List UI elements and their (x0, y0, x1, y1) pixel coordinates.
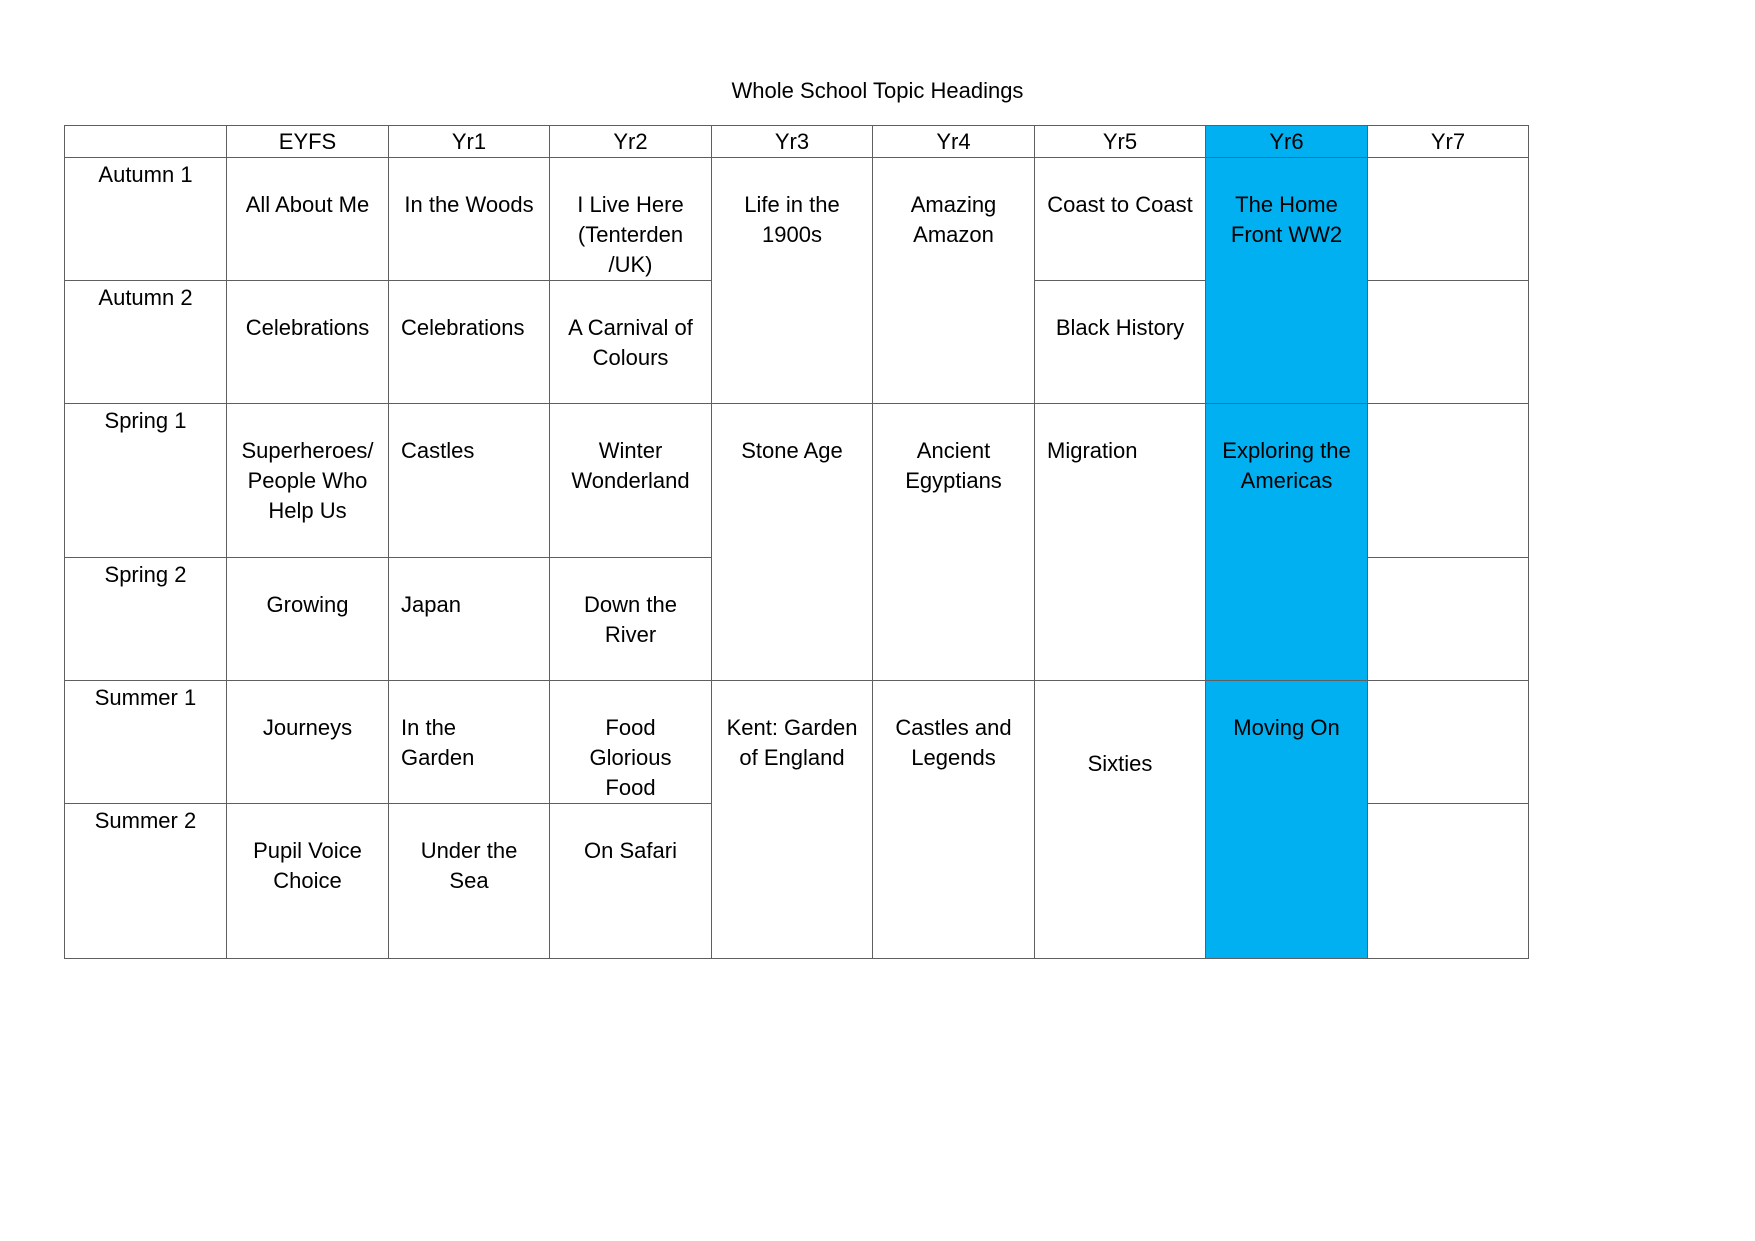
header-yr3: Yr3 (712, 126, 873, 158)
topic-eyfs-spring-2 (227, 558, 389, 681)
topic-text: Castles and Legends (895, 715, 1012, 770)
topic-text: Celebrations (401, 315, 525, 340)
topic-text: On Safari (584, 838, 677, 863)
header-eyfs: EYFS (227, 126, 389, 158)
topic-eyfs-summer-1 (227, 681, 389, 804)
topic-yr5-autumn-1 (1035, 158, 1206, 281)
topic-yr3-summer (712, 681, 873, 959)
topic-eyfs-spring-1 (227, 404, 389, 558)
topic-text: All About Me (245, 192, 370, 217)
term-label: Summer 2 (94, 808, 197, 833)
topic-yr2-autumn-2 (550, 281, 712, 404)
topic-yr4-spring (873, 404, 1035, 681)
topic-text: Japan (401, 592, 461, 617)
topic-yr1-spring-2 (389, 558, 550, 681)
topic-yr7-spring-1 (1368, 404, 1529, 558)
topic-yr7-summer-1 (1368, 681, 1529, 804)
topic-yr2-summer-2 (550, 804, 712, 959)
topic-text: Migration (1047, 438, 1138, 463)
topic-yr1-autumn-2 (389, 281, 550, 404)
topic-text: Stone Age (741, 438, 843, 463)
topic-text: Celebrations (245, 315, 370, 340)
header-yr6: Yr6 (1206, 126, 1368, 158)
header-yr1: Yr1 (389, 126, 550, 158)
header-yr2: Yr2 (550, 126, 712, 158)
topic-text: Under the Sea (420, 838, 518, 893)
term-label: Autumn 2 (98, 285, 193, 310)
header-yr5: Yr5 (1035, 126, 1206, 158)
table-row (65, 158, 1529, 281)
topic-yr5-autumn-2 (1035, 281, 1206, 404)
topic-text: The Home Front WW2 (1230, 192, 1343, 247)
topic-text: Exploring the Americas (1222, 438, 1351, 493)
topic-text: Superheroes/ People Who Help Us (241, 438, 374, 523)
term-summer-2 (65, 804, 227, 959)
topic-text: Winter Wonderland (571, 438, 690, 493)
topic-eyfs-summer-2 (227, 804, 389, 959)
topic-text: A Carnival of Colours (568, 315, 693, 370)
header-corner (65, 126, 227, 158)
topic-text: I Live Here (Tenterden /UK) (577, 192, 684, 277)
term-spring-2 (65, 558, 227, 681)
term-label: Spring 2 (104, 562, 187, 587)
topic-text: Sixties (1087, 751, 1153, 776)
table-row (65, 404, 1529, 558)
topic-yr1-autumn-1 (389, 158, 550, 281)
topic-yr2-spring-2 (550, 558, 712, 681)
header-yr4: Yr4 (873, 126, 1035, 158)
topic-text: In the Woods (404, 192, 534, 217)
topic-yr1-summer-1 (389, 681, 550, 804)
topic-text: Journeys (262, 715, 353, 740)
topic-text: Coast to Coast (1047, 192, 1193, 217)
topic-yr1-spring-1 (389, 404, 550, 558)
term-spring-1 (65, 404, 227, 558)
topic-yr2-summer-1 (550, 681, 712, 804)
header-row (65, 126, 1529, 158)
topic-yr2-autumn-1 (550, 158, 712, 281)
term-label: Spring 1 (104, 408, 187, 433)
topic-text: Life in the 1900s (744, 192, 840, 247)
topic-yr7-spring-2 (1368, 558, 1529, 681)
topic-yr1-summer-2 (389, 804, 550, 959)
topic-yr6-spring (1206, 404, 1368, 681)
topic-yr7-autumn-1 (1368, 158, 1529, 281)
term-label: Summer 1 (94, 685, 197, 710)
topic-yr7-autumn-2 (1368, 281, 1529, 404)
topic-text: Growing (266, 592, 349, 617)
topic-text: Moving On (1233, 715, 1340, 740)
topic-text: Amazing Amazon (910, 192, 997, 247)
topic-text: Black History (1055, 315, 1185, 340)
topic-yr3-spring (712, 404, 873, 681)
topic-eyfs-autumn-2 (227, 281, 389, 404)
topic-yr7-summer-2 (1368, 804, 1529, 959)
topic-text: Castles (401, 438, 475, 463)
term-autumn-2 (65, 281, 227, 404)
topic-yr6-summer (1206, 681, 1368, 959)
topic-yr3-autumn (712, 158, 873, 404)
topic-table (64, 125, 1529, 959)
term-autumn-1 (65, 158, 227, 281)
topic-text: Ancient Egyptians (905, 438, 1002, 493)
topic-yr6-autumn (1206, 158, 1368, 404)
topic-yr4-summer (873, 681, 1035, 959)
topic-yr5-spring (1035, 404, 1206, 681)
table-row (65, 681, 1529, 804)
topic-text: Food Glorious Food (589, 715, 672, 800)
term-summer-1 (65, 681, 227, 804)
term-label: Autumn 1 (98, 162, 193, 187)
topic-yr2-spring-1 (550, 404, 712, 558)
topic-text: Down the River (584, 592, 677, 647)
topic-yr4-autumn (873, 158, 1035, 404)
page-title: Whole School Topic Headings (731, 78, 1024, 103)
topic-text: In the Garden (401, 715, 475, 770)
topic-yr5-summer (1035, 681, 1206, 959)
topic-eyfs-autumn-1 (227, 158, 389, 281)
header-yr7: Yr7 (1368, 126, 1529, 158)
topic-text: Pupil Voice Choice (253, 838, 362, 893)
topic-text: Kent: Garden of England (726, 715, 858, 770)
